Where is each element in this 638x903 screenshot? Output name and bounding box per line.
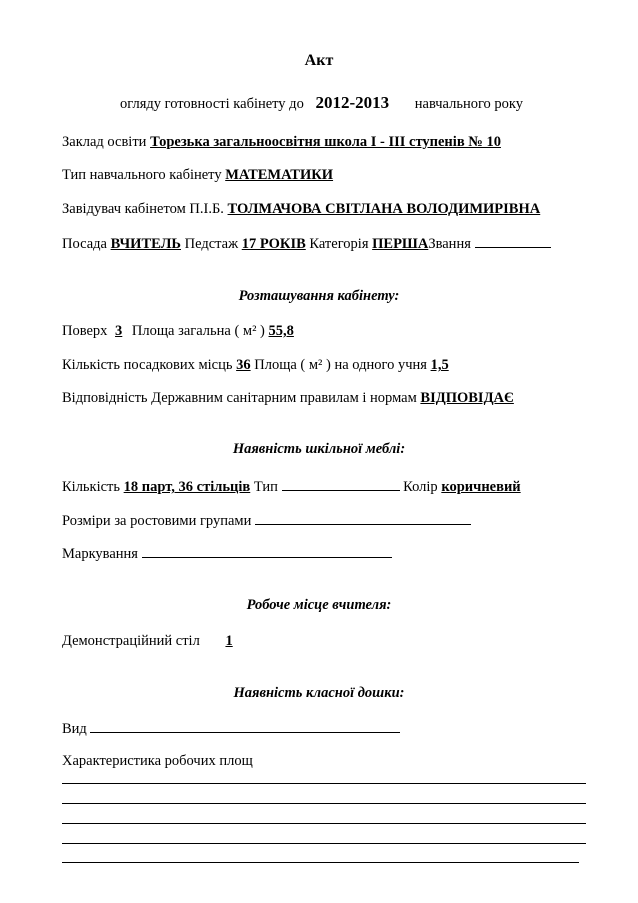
experience-label: Педстаж — [184, 236, 239, 252]
category-value: ПЕРША — [372, 236, 429, 252]
experience-value: 17 РОКІВ — [241, 236, 306, 252]
floor-row — [62, 322, 294, 340]
sizes-row — [62, 511, 471, 530]
marking-label: Маркування — [62, 546, 138, 562]
rank-label: Звання — [428, 236, 471, 252]
compliance-label: Відповідність Державним санітарним правилам і нормам — [62, 390, 417, 406]
school-row — [62, 133, 501, 151]
cabinet-type-label: Тип навчального кабінету — [62, 167, 222, 183]
subtitle-pre: огляду готовності кабінету до — [120, 96, 304, 112]
cabinet-type-value: МАТЕМАТИКИ — [225, 167, 334, 183]
characteristic-line-1[interactable] — [62, 783, 586, 784]
characteristic-row — [62, 752, 253, 770]
board-type-row — [62, 719, 400, 738]
characteristic-line-5[interactable] — [62, 862, 579, 863]
school-label: Заклад освіти — [62, 134, 147, 150]
board-type-label: Вид — [62, 721, 87, 737]
furniture-count-row — [62, 477, 521, 496]
furniture-type-label: Тип — [253, 479, 278, 495]
sizes-field[interactable] — [255, 511, 471, 525]
head-value: ТОЛМАЧОВА СВІТЛАНА ВОЛОДИМИРІВНА — [227, 201, 541, 217]
furniture-heading: Наявність шкільної меблі: — [232, 441, 406, 457]
floor-label: Поверх — [62, 323, 108, 339]
subtitle-post: навчального року — [414, 96, 524, 112]
category-label: Категорія — [309, 236, 369, 252]
furniture-type-field[interactable] — [282, 477, 400, 491]
school-year: 2012-2013 — [315, 93, 390, 112]
characteristic-label: Характеристика робочих площ — [62, 753, 253, 769]
demo-desk-label: Демонстраційний стіл — [62, 633, 200, 649]
document-title: Акт — [304, 52, 334, 69]
position-label: Посада — [62, 236, 107, 252]
furniture-count-value: 18 парт, 36 стільців — [123, 479, 251, 495]
position-row — [62, 234, 551, 253]
area-label: Площа загальна ( м² ) — [131, 323, 265, 339]
seats-value: 36 — [236, 357, 251, 373]
furniture-count-label: Кількість — [62, 479, 121, 495]
area-per-student-label: Площа ( м² ) на одного учня — [254, 357, 427, 373]
furniture-color-value: коричневий — [441, 479, 521, 495]
cabinet-type-row — [62, 166, 333, 184]
characteristic-line-4[interactable] — [62, 843, 586, 844]
seats-label: Кількість посадкових місць — [62, 357, 233, 373]
compliance-value: ВІДПОВІДАЄ — [420, 390, 514, 406]
area-value: 55,8 — [268, 323, 294, 339]
teacher-heading: Робоче місце вчителя: — [246, 597, 392, 613]
school-value: Торезька загальноосвітня школа I - III ступенів № 10 — [150, 134, 501, 150]
characteristic-line-2[interactable] — [62, 803, 586, 804]
rank-field[interactable] — [475, 234, 551, 248]
demo-desk-row — [62, 632, 233, 650]
position-value: ВЧИТЕЛЬ — [110, 236, 181, 252]
seats-row — [62, 356, 449, 374]
subtitle-line — [120, 94, 523, 113]
area-per-student-value: 1,5 — [430, 357, 449, 373]
location-heading: Розташування кабінету: — [238, 288, 400, 304]
head-row — [62, 200, 540, 218]
marking-row — [62, 544, 392, 563]
head-label: Завідувач кабінетом П.І.Б. — [62, 201, 224, 217]
marking-field[interactable] — [142, 544, 392, 558]
compliance-row — [62, 389, 514, 407]
floor-value: 3 — [115, 323, 123, 339]
sizes-label: Розміри за ростовими групами — [62, 513, 252, 529]
board-heading: Наявність класної дошки: — [233, 685, 405, 701]
demo-desk-value: 1 — [225, 633, 233, 649]
furniture-color-label: Колір — [403, 479, 438, 495]
characteristic-line-3[interactable] — [62, 823, 586, 824]
board-type-field[interactable] — [90, 719, 400, 733]
